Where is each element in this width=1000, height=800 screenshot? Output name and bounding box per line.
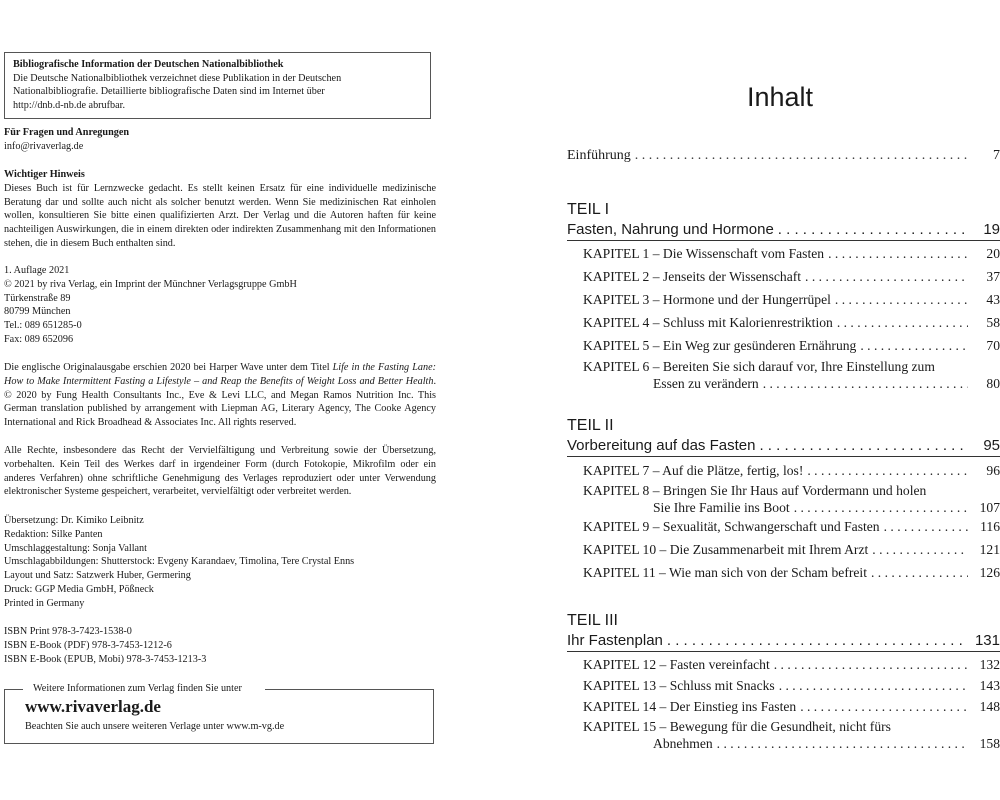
chapter-title: KAPITEL 5 – Ein Weg zur gesünderen Ernährung bbox=[583, 338, 857, 353]
biblio-heading: Bibliografische Information der Deutschen Nationalbibliothek bbox=[13, 59, 284, 70]
toc-page-number: 19 bbox=[983, 221, 1000, 238]
biblio-line: Die Deutsche Nationalbibliothek verzeichnet diese Publikation in der Deutschen bbox=[13, 72, 342, 84]
table-of-contents-page bbox=[500, 0, 1000, 800]
toc-chapter-entry[interactable] bbox=[583, 337, 1000, 354]
toc-entry-intro[interactable] bbox=[567, 148, 1000, 164]
part-label: TEIL I bbox=[567, 201, 610, 218]
part-label: TEIL III bbox=[567, 612, 618, 629]
chapter-title: KAPITEL 4 – Schluss mit Kalorienrestriktion bbox=[583, 315, 833, 330]
toc-chapter-entry[interactable] bbox=[583, 564, 1000, 581]
credit-line: Redaktion: Silke Panten bbox=[4, 528, 103, 540]
original-edition-text bbox=[4, 361, 436, 430]
toc-page-number: 158 bbox=[979, 736, 1000, 751]
leader-dots bbox=[884, 518, 968, 535]
toc-page-number: 20 bbox=[986, 246, 1000, 261]
publisher-web-box bbox=[4, 683, 434, 744]
leader-dots bbox=[828, 245, 968, 262]
toc-page-number: 58 bbox=[986, 315, 1000, 330]
toc-page-number: 43 bbox=[986, 292, 1000, 307]
leader-dots bbox=[759, 437, 968, 454]
toc-part-heading[interactable] bbox=[567, 437, 1000, 457]
original-title: Life in the Fasting Lane: How to Make Intermittent Fasting a Lifestyle – and Reap the Benefits of Weight Loss and Better Health bbox=[4, 362, 436, 387]
leader-dots bbox=[872, 541, 968, 558]
chapter-title: KAPITEL 11 – Wie man sich von der Scham befreit bbox=[583, 565, 867, 580]
contact-email[interactable]: info@rivaverlag.de bbox=[4, 140, 84, 152]
box-top-rule bbox=[265, 689, 433, 690]
toc-page-number: 143 bbox=[979, 678, 1000, 693]
notice-block bbox=[4, 168, 436, 251]
isbn-block bbox=[4, 625, 436, 666]
part-label: TEIL II bbox=[567, 417, 614, 434]
toc-page-number: 116 bbox=[980, 519, 1000, 534]
toc-chapter-entry[interactable] bbox=[583, 677, 1000, 694]
notice-heading: Wichtiger Hinweis bbox=[4, 169, 85, 180]
toc-page-number: 126 bbox=[979, 565, 1000, 580]
box-top-rule bbox=[5, 689, 23, 690]
chapter-title: KAPITEL 15 – Bewegung für die Gesundheit, nicht fürs bbox=[583, 719, 891, 734]
credits-block bbox=[4, 514, 436, 611]
leader-dots bbox=[778, 221, 968, 238]
leader-dots bbox=[763, 375, 968, 392]
leader-dots bbox=[667, 632, 968, 649]
toc-chapter-entry[interactable] bbox=[583, 656, 1000, 673]
toc-chapter-entry[interactable] bbox=[583, 462, 1000, 479]
leader-dots bbox=[779, 677, 968, 694]
toc-chapter-entry[interactable] bbox=[583, 698, 1000, 715]
toc-part-heading[interactable] bbox=[567, 221, 1000, 241]
publisher-line: Fax: 089 652096 bbox=[4, 333, 74, 345]
toc-chapter-entry[interactable] bbox=[583, 518, 1000, 535]
toc-page-number: 95 bbox=[983, 437, 1000, 454]
chapter-title: KAPITEL 2 – Jenseits der Wissenschaft bbox=[583, 269, 802, 284]
toc-chapter-entry[interactable] bbox=[583, 358, 1000, 392]
leader-dots bbox=[635, 148, 968, 164]
toc-page-number: 70 bbox=[986, 338, 1000, 353]
other-publishers-note: Beachten Sie auch unsere weiteren Verlage unter www.m-vg.de bbox=[25, 721, 285, 732]
credit-line: Druck: GGP Media GmbH, Pößneck bbox=[4, 583, 154, 595]
chapter-title: KAPITEL 10 – Die Zusammenarbeit mit Ihrem Arzt bbox=[583, 542, 869, 557]
notice-text: Dieses Buch ist für Lernzwecke gedacht. Es stellt keinen Ersatz für eine individuelle medizinische Beratung dar und sollte auch nicht als solcher benutzt werden. Wenn Sie medizinischen Rat einholen wollen, konsultieren Sie bitte einen qualifizierten Arzt. Der Verlag und die Autoren haften für keine nachteiligen Auswirkungen, die in einem direkten oder indirekten Zusammenhang mit den Informationen stehen, die in diesem Buch enthalten sind. bbox=[4, 182, 436, 249]
part-title: Ihr Fastenplan bbox=[567, 632, 663, 649]
leader-dots bbox=[794, 499, 968, 516]
leader-dots bbox=[717, 735, 968, 752]
chapter-title: KAPITEL 1 – Die Wissenschaft vom Fasten bbox=[583, 246, 825, 261]
publisher-line: Tel.: 089 651285-0 bbox=[4, 320, 82, 332]
credit-line: Printed in Germany bbox=[4, 597, 85, 609]
toc-chapter-entry[interactable] bbox=[583, 268, 1000, 285]
chapter-title: KAPITEL 6 – Bereiten Sie sich darauf vor, Ihre Einstellung zum bbox=[583, 359, 935, 374]
biblio-line: http://dnb.d-nb.de abrufbar. bbox=[13, 99, 126, 111]
publisher-line: 1. Auflage 2021 bbox=[4, 265, 70, 276]
chapter-title: KAPITEL 14 – Der Einstieg ins Fasten bbox=[583, 699, 797, 714]
chapter-title-continued: Essen zu verändern bbox=[653, 376, 759, 391]
web-caption: Weitere Informationen zum Verlag finden Sie unter bbox=[33, 683, 242, 694]
original-text-before: Die englische Originalausgabe erschien 2020 bei Harper Wave unter dem Titel bbox=[4, 362, 333, 373]
chapter-title-continued: Abnehmen bbox=[653, 736, 713, 751]
toc-page-number: 132 bbox=[979, 657, 1000, 672]
original-text-after: . © 2020 by Fung Health Consultants Inc., Eve & Levi LLC, and Megan Ramos Nutrition Inc. This German translation published by arrangement with Liepman AG, Literary Agency, The Cooke Agency International and Rick Broadhead & Associates Inc. All rights reserved. bbox=[4, 375, 436, 429]
rights-text: Alle Rechte, insbesondere das Recht der Vervielfältigung und Verbreitung sowie der Übersetzung, vorbehalten. Kein Teil des Werkes darf in irgendeiner Form (durch Fotokopie, Mikrofilm oder ein anderes Verfahren) ohne schriftliche Genehmigung des Verlages reproduziert oder unter Verwendung elektronischer Systeme gespeichert, verarbeitet, vervielfältigt oder verbreitet werden. bbox=[4, 445, 436, 498]
chapter-title: KAPITEL 3 – Hormone und der Hungerrüpel bbox=[583, 292, 831, 307]
toc-entry-title: Einführung bbox=[567, 148, 631, 163]
chapter-title: KAPITEL 13 – Schluss mit Snacks bbox=[583, 678, 775, 693]
toc-chapter-entry[interactable] bbox=[583, 245, 1000, 262]
toc-page-number: 131 bbox=[974, 632, 1000, 649]
isbn-line: ISBN E-Book (EPUB, Mobi) 978-3-7453-1213-3 bbox=[4, 653, 207, 665]
chapter-title: KAPITEL 12 – Fasten vereinfacht bbox=[583, 657, 770, 672]
original-edition-block bbox=[4, 361, 436, 430]
leader-dots bbox=[774, 656, 968, 673]
publisher-url-link[interactable]: www.rivaverlag.de bbox=[25, 697, 161, 716]
bibliographic-info-box bbox=[4, 52, 431, 119]
isbn-line: ISBN E-Book (PDF) 978-3-7453-1212-6 bbox=[4, 639, 172, 651]
toc-title: Inhalt bbox=[746, 82, 814, 112]
toc-page-number: 148 bbox=[979, 699, 1000, 714]
isbn-line: ISBN Print 978-3-7423-1538-0 bbox=[4, 626, 132, 637]
toc-chapter-entry[interactable] bbox=[583, 718, 1000, 752]
credit-line: Umschlagabbildungen: Shutterstock: Evgeny Karandaev, Timolina, Tere Crystal Enns bbox=[4, 556, 355, 568]
leader-dots bbox=[800, 698, 968, 715]
chapter-title: KAPITEL 9 – Sexualität, Schwangerschaft und Fasten bbox=[583, 519, 880, 534]
contact-block bbox=[4, 126, 436, 154]
chapter-title: KAPITEL 8 – Bringen Sie Ihr Haus auf Vordermann und holen bbox=[583, 483, 927, 498]
contact-heading: Für Fragen und Anregungen bbox=[4, 127, 130, 138]
toc-chapter-entry[interactable] bbox=[583, 314, 1000, 331]
toc-page-number: 37 bbox=[986, 269, 1000, 284]
rights-block bbox=[4, 444, 436, 499]
toc-part-heading[interactable] bbox=[567, 632, 1000, 652]
part-title: Vorbereitung auf das Fasten bbox=[567, 437, 756, 454]
biblio-line: Nationalbibliografie. Detaillierte bibliografische Daten sind im Internet über bbox=[13, 86, 325, 98]
chapter-title: KAPITEL 7 – Auf die Plätze, fertig, los! bbox=[583, 463, 804, 478]
toc-page-number: 121 bbox=[979, 542, 1000, 557]
credit-line: Übersetzung: Dr. Kimiko Leibnitz bbox=[4, 515, 144, 526]
leader-dots bbox=[860, 337, 968, 354]
toc-page-number: 7 bbox=[993, 148, 1000, 163]
leader-dots bbox=[807, 462, 968, 479]
leader-dots bbox=[835, 291, 968, 308]
leader-dots bbox=[837, 314, 968, 331]
leader-dots bbox=[871, 564, 968, 581]
toc-chapter-entry[interactable] bbox=[583, 541, 1000, 558]
publisher-line: © 2021 by riva Verlag, ein Imprint der Münchner Verlagsgruppe GmbH bbox=[4, 278, 297, 290]
chapter-title-continued: Sie Ihre Familie ins Boot bbox=[653, 500, 790, 515]
toc-page-number: 80 bbox=[986, 376, 1000, 391]
publisher-line: Türkenstraße 89 bbox=[4, 292, 71, 304]
toc-page-number: 107 bbox=[979, 500, 1000, 515]
part-title: Fasten, Nahrung und Hormone bbox=[567, 221, 774, 238]
toc-chapter-entry[interactable] bbox=[583, 291, 1000, 308]
credit-line: Layout und Satz: Satzwerk Huber, Germering bbox=[4, 570, 191, 582]
credit-line: Umschlaggestaltung: Sonja Vallant bbox=[4, 542, 147, 554]
leader-dots bbox=[805, 268, 968, 285]
toc-page-number: 96 bbox=[986, 463, 1000, 478]
toc-chapter-entry[interactable] bbox=[583, 482, 1000, 516]
publisher-line: 80799 München bbox=[4, 306, 71, 318]
publisher-block bbox=[4, 264, 436, 347]
